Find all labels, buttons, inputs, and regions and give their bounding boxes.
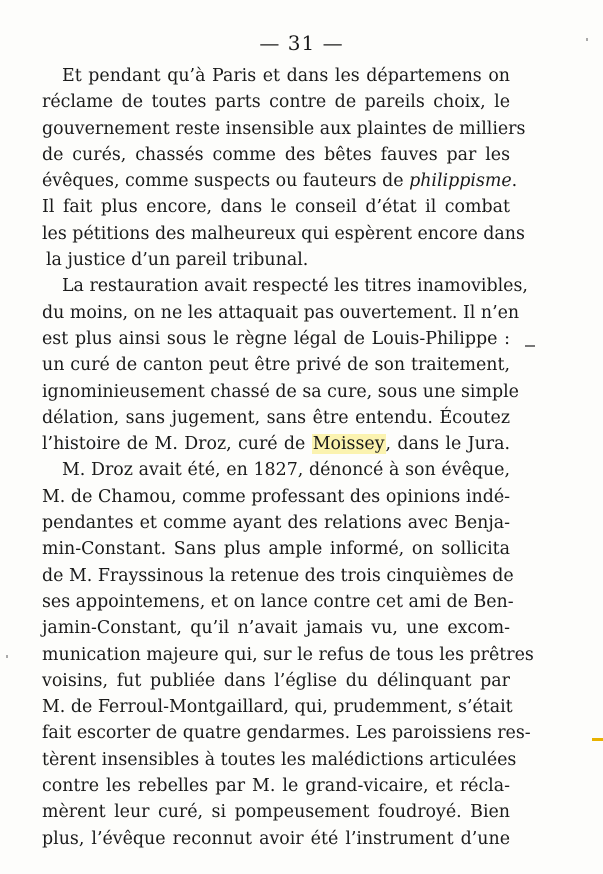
- text-line: [42, 194, 510, 220]
- text-segment: réclame de toutes parts contre de pareils choix, le: [42, 92, 510, 113]
- text-line: [42, 431, 510, 457]
- text-line: [42, 247, 510, 273]
- search-highlight: Moissey: [312, 434, 385, 455]
- text-line: [42, 510, 510, 536]
- text-line: [42, 799, 510, 825]
- text-line: [42, 168, 518, 194]
- text-segment: contre les rebelles par M. le grand-vicaire, et récla-: [42, 776, 510, 797]
- text-segment: min-Constant. Sans plus ample informé, on sollicita: [42, 539, 510, 560]
- text-line: [42, 589, 514, 615]
- text-line: [42, 221, 525, 247]
- text-line: [42, 747, 517, 773]
- text-line: [42, 89, 510, 115]
- text-line: [42, 300, 520, 326]
- text-line: [42, 273, 528, 299]
- text-line: [42, 116, 526, 142]
- margin-mark: [525, 345, 535, 347]
- text-segment: du moins, on ne les attaquait pas ouvertement. Il n’en: [42, 302, 520, 323]
- text-segment: de M. Frayssinous la retenue des trois cinquièmes de: [42, 565, 514, 586]
- text-segment: plus, l’évêque reconnut avoir été l’instrument d’une: [42, 828, 510, 849]
- text-segment: fait escorter de quatre gendarmes. Les paroissiens res-: [42, 723, 531, 744]
- text-segment: ses appointemens, et on lance contre cet ami de Ben-: [42, 591, 514, 612]
- scan-speck: [586, 38, 588, 41]
- text-segment: l’histoire de M. Droz, curé de: [42, 434, 312, 455]
- text-segment: évêques, comme suspects ou fauteurs de: [42, 171, 410, 192]
- text-line: [42, 63, 510, 89]
- body-text: [42, 63, 534, 852]
- text-segment: voisins, fut publiée dans l’église du délinquant par: [42, 670, 510, 691]
- text-segment: la justice d’un pareil tribunal.: [46, 250, 309, 271]
- text-segment: un curé de canton peut être privé de son traitement,: [42, 355, 510, 376]
- text-line: [42, 694, 513, 720]
- text-segment: de curés, chassés comme des bêtes fauves par les: [42, 144, 510, 165]
- italic-word: philippisme: [409, 171, 512, 192]
- text-segment: , dans le Jura.: [385, 434, 510, 455]
- text-line: [42, 536, 510, 562]
- text-line: [42, 826, 510, 852]
- text-line: [42, 642, 534, 668]
- text-line: [42, 326, 510, 352]
- text-segment: est plus ainsi sous le règne légal de Louis-Philippe :: [42, 328, 510, 349]
- text-segment: délation, sans jugement, sans être entendu. Écoutez: [42, 407, 510, 428]
- text-line: [42, 405, 510, 431]
- text-line: [42, 563, 514, 589]
- text-segment: tèrent insensibles à toutes les malédictions articulées: [42, 749, 517, 770]
- text-segment: pendantes et comme ayant des relations avec Benja-: [42, 513, 510, 534]
- text-segment: La restauration avait respecté les titres inamovibles,: [62, 276, 528, 297]
- text-segment: gouvernement reste insensible aux plaintes de milliers: [42, 118, 526, 139]
- text-line: [42, 615, 510, 641]
- text-line: [42, 668, 510, 694]
- scan-speck: [6, 655, 8, 658]
- text-segment: les pétitions des malheureux qui espèrent encore dans: [42, 223, 525, 244]
- text-line: [42, 457, 510, 483]
- text-segment: Il fait plus encore, dans le conseil d’état il combat: [42, 197, 510, 218]
- text-segment: M. de Ferroul-Montgaillard, qui, prudemment, s’était: [42, 697, 513, 718]
- text-segment: M. Droz avait été, en 1827, dénoncé à son évêque,: [62, 460, 510, 481]
- text-line: [42, 379, 519, 405]
- text-line: [42, 142, 510, 168]
- text-segment: Et pendant qu’à Paris et dans les départemens on: [62, 66, 510, 86]
- page-number: — 31 —: [259, 31, 344, 55]
- text-segment: munication majeure qui, sur le refus de tous les prêtres: [42, 644, 534, 665]
- text-line: [42, 773, 510, 799]
- margin-highlight-mark: [592, 738, 603, 741]
- text-line: [42, 720, 531, 746]
- text-segment: mèrent leur curé, si pompeusement foudroyé. Bien: [42, 802, 510, 823]
- text-segment: .: [511, 171, 518, 192]
- text-line: [42, 484, 510, 510]
- text-segment: M. de Chamou, comme professant des opinions indé-: [42, 486, 510, 507]
- text-line: [42, 352, 510, 378]
- text-segment: ignominieusement chassé de sa cure, sous une simple: [42, 381, 519, 402]
- text-segment: jamin-Constant, qu’il n’avait jamais vu, une excom-: [42, 618, 510, 639]
